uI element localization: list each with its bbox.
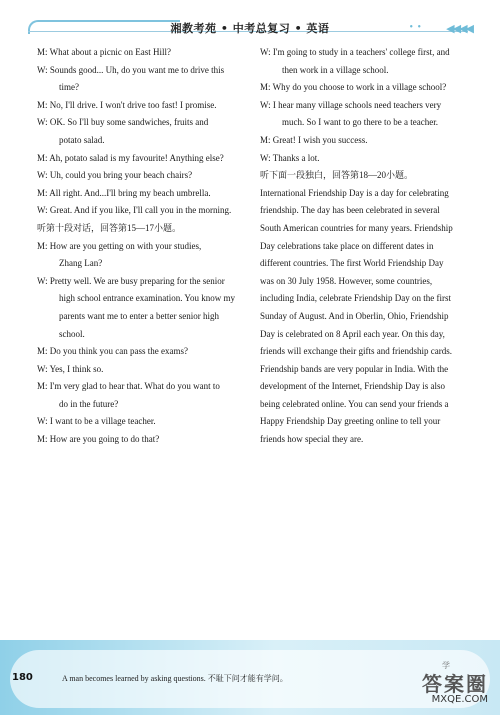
text-line: Friendship bands are very popular in India. With the	[260, 363, 449, 374]
text-line: M: Do you think you can pass the exams?	[37, 346, 188, 357]
text-line: Sunday of August. And in Oberlin, Ohio, Friendship	[260, 310, 449, 321]
text-line: M: How are you getting on with your studies,	[37, 240, 202, 251]
text-line: Happy Friendship Day greeting online to tell your	[260, 416, 441, 427]
text-line: W: I'm going to study in a teachers' college first, and	[260, 47, 450, 57]
footer-proverb: A man becomes learned by asking questions. 不耻下问才能有学问。	[62, 674, 288, 683]
text-line: W: Uh, could you bring your beach chairs?	[37, 170, 193, 181]
text-line: W: Pretty well. We are busy preparing for the senior	[37, 275, 225, 286]
text-line: high school entrance examination. You know my	[59, 293, 235, 304]
text-line: different countries. The first World Friendship Day	[260, 258, 444, 269]
text-line: W: Yes, I think so.	[37, 363, 104, 374]
text-line: W: Thanks a lot.	[260, 152, 320, 163]
watermark-url: MXQE.COM	[431, 694, 488, 705]
text-line: South American countries for many years. Friendship	[260, 222, 453, 233]
watermark-small-text: 学	[442, 661, 450, 670]
text-line: potato salad.	[59, 134, 105, 145]
text-line: 听下面一段独白，回答第18—20小题。	[260, 170, 414, 181]
text-line: Day is celebrated on 8 April each year. On this day,	[260, 328, 445, 339]
page-number: 180	[12, 672, 33, 683]
text-line: then work in a village school.	[282, 64, 389, 75]
text-line: W: Sounds good... Uh, do you want me to drive this	[37, 64, 225, 75]
text-line: M: Great! I wish you success.	[260, 134, 368, 145]
text-line: M: All right. And...I'll bring my beach umbrella.	[37, 187, 211, 198]
text-line: M: How are you going to do that?	[37, 434, 160, 445]
watermark-logo	[402, 660, 488, 708]
text-line: friendship. The day has been celebrated in several	[260, 205, 440, 216]
text-line: Zhang Lan?	[59, 258, 103, 269]
text-line: development of the Internet, Friendship Day is also	[260, 381, 445, 392]
text-line: W: OK. So I'll buy some sandwiches, fruits and	[37, 117, 209, 128]
text-line: parents want me to enter a better senior high	[59, 310, 219, 321]
text-line: M: What about a picnic on East Hill?	[37, 47, 172, 57]
text-line: being celebrated online. You can send your friends a	[260, 398, 449, 409]
right-column	[260, 44, 468, 449]
text-line: 听第十段对话，回答第15—17小题。	[37, 222, 182, 233]
header-arrows-icon: ◀◀◀◀	[446, 23, 472, 35]
text-line: much. So I want to go there to be a teacher.	[282, 117, 438, 128]
text-line: W: I want to be a village teacher.	[37, 416, 156, 427]
text-line: time?	[59, 82, 79, 93]
text-line: including India, celebrate Friendship Day on the first	[260, 293, 451, 304]
text-line: school.	[59, 328, 85, 339]
text-line: do in the future?	[59, 398, 119, 409]
text-line: M: Ah, potato salad is my favourite! Anything else?	[37, 152, 224, 163]
page-header	[0, 0, 500, 40]
text-line: W: Great. And if you like, I'll call you in the morning.	[37, 205, 232, 216]
text-line: was on 30 July 1958. However, some countries,	[260, 275, 433, 286]
header-title: 湘教考苑 • 中考总复习 • 英语	[170, 22, 330, 35]
text-line: friends how special they are.	[260, 434, 364, 445]
text-line: M: I'm very glad to hear that. What do you want to	[37, 381, 220, 392]
header-dots-decoration: • •	[409, 22, 422, 33]
text-line: friends will exchange their gifts and friendship cards.	[260, 346, 452, 357]
text-line: W: I hear many village schools need teachers very	[260, 99, 442, 110]
watermark-main-text: 答案圈	[422, 672, 488, 696]
text-line: International Friendship Day is a day for celebrating	[260, 187, 449, 198]
text-line: M: No, I'll drive. I won't drive too fast! I promise.	[37, 99, 217, 110]
left-column	[37, 44, 255, 449]
text-line: Day celebrations take place on different dates in	[260, 240, 434, 251]
text-line: M: Why do you choose to work in a village school?	[260, 82, 447, 93]
